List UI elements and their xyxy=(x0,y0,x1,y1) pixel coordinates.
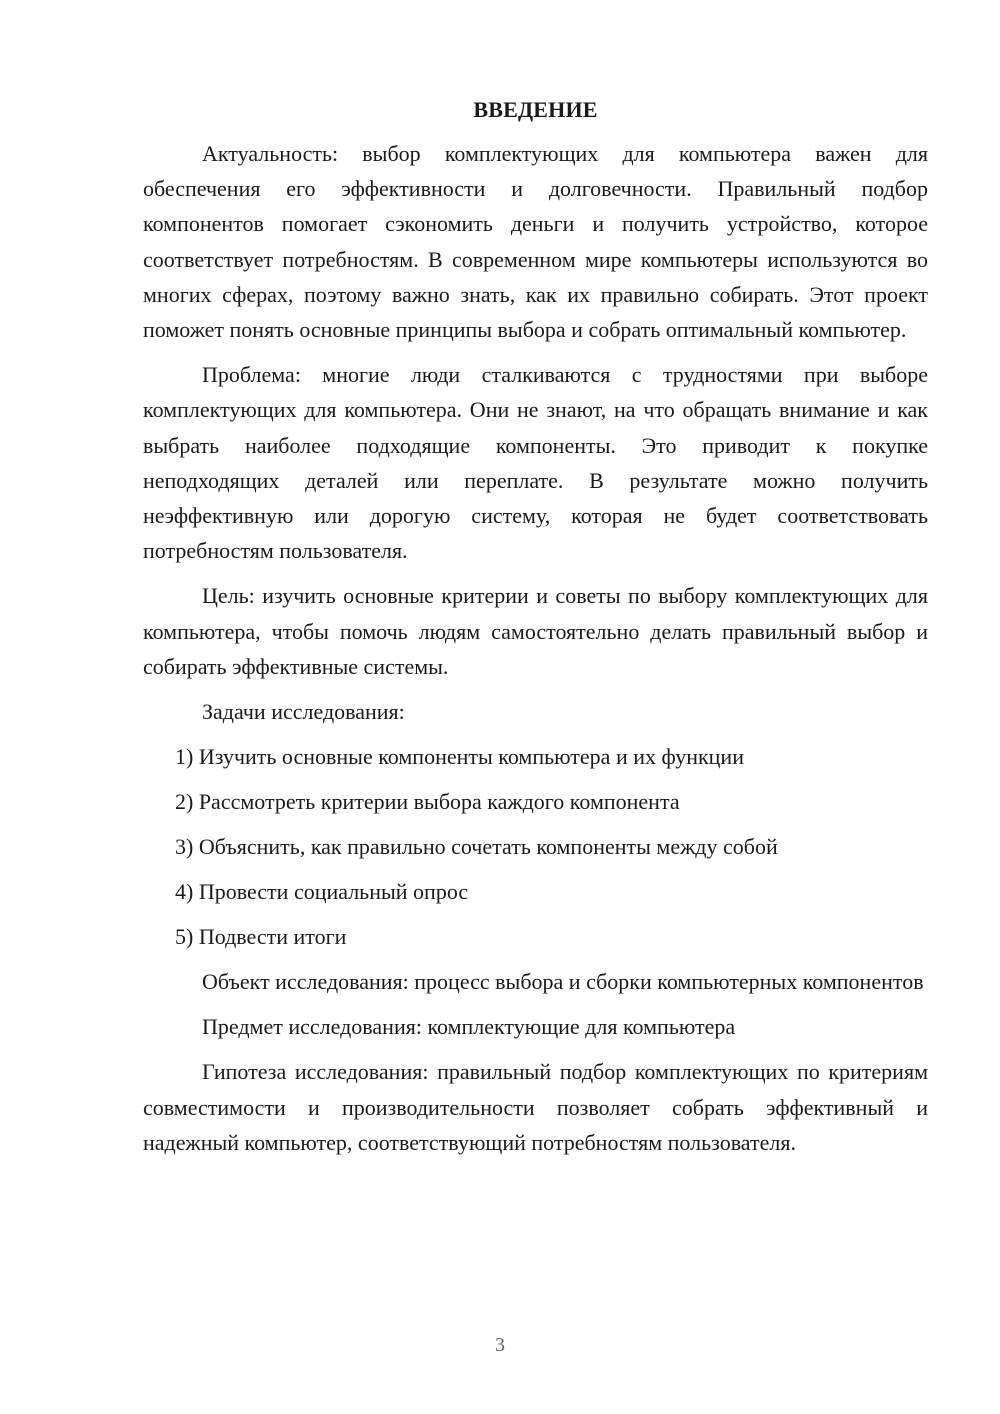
list-item: 4) Провести социальный опрос xyxy=(175,879,469,905)
tasks-heading: Задачи исследования: xyxy=(202,699,405,725)
list-item: 3) Объяснить, как правильно сочетать компоненты между собой xyxy=(175,834,778,860)
object-paragraph: Объект исследования: процесс выбора и сборки компьютерных компонентов xyxy=(202,969,924,995)
problem-paragraph: Проблема: многие люди сталкиваются с трудностями при выборе комплектующих для компьютера. Они не знают, на что обращать внимание и как выбрать наиболее подходящие компоненты. Это приводит к покупке неподходящих деталей или переплате. В результате можно получить неэффективную или дорогую систему, которая не будет соответствовать потребностям пользователя. xyxy=(143,362,928,564)
relevance-paragraph: Актуальность: выбор комплектующих для компьютера важен для обеспечения его эффективности и долговечности. Правильный подбор компонентов помогает сэкономить деньги и получить устройство, которое соответствует потребностям. В современном мире компьютеры используются во многих сферах, поэтому важно знать, как их правильно собирать. Этот проект поможет понять основные принципы выбора и собрать оптимальный компьютер. xyxy=(143,141,928,343)
document-page xyxy=(143,96,928,1170)
subject-paragraph: Предмет исследования: комплектующие для компьютера xyxy=(202,1014,736,1040)
page-number: 3 xyxy=(495,1334,505,1356)
section-title: ВВЕДЕНИЕ xyxy=(473,97,598,122)
hypothesis-paragraph: Гипотеза исследования: правильный подбор комплектующих по критериям совместимости и производительности позволяет собрать эффективный и надежный компьютер, соответствующий потребностям пользователя. xyxy=(143,1059,928,1155)
tasks-list xyxy=(143,739,928,954)
list-item: 1) Изучить основные компоненты компьютера и их функции xyxy=(175,744,744,770)
list-item: 2) Рассмотреть критерии выбора каждого компонента xyxy=(175,789,680,815)
list-item: 5) Подвести итоги xyxy=(175,924,347,950)
goal-paragraph: Цель: изучить основные критерии и советы по выбору комплектующих для компьютера, чтобы помочь людям самостоятельно делать правильный выбор и собирать эффективные системы. xyxy=(143,583,928,679)
